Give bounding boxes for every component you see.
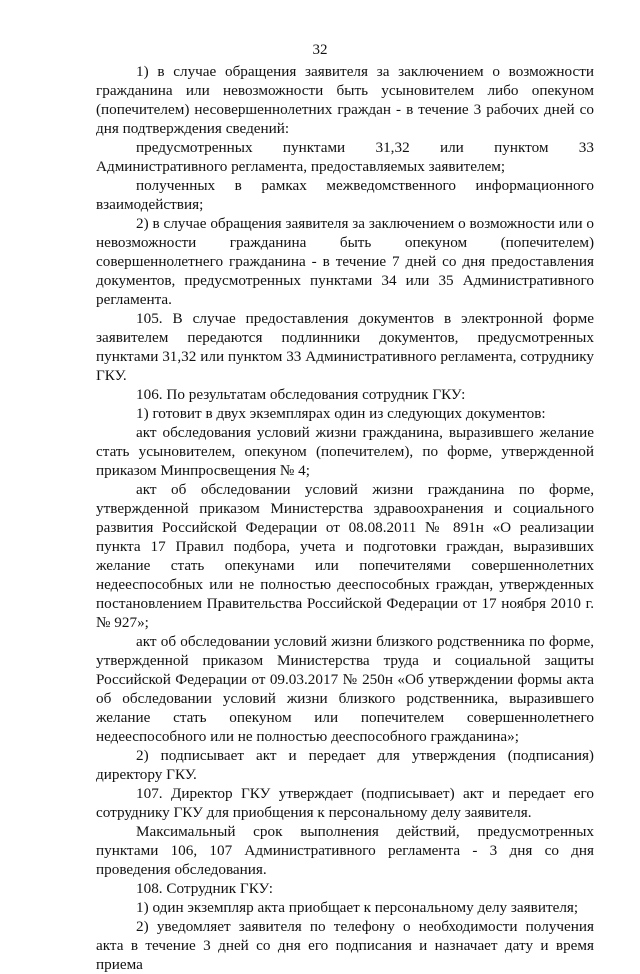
paragraph-9: акт об обследовании условий жизни гражданина по форме, утвержденной приказом Министерства здравоохранения и социального развития Российской Федерации от 08.08.2011 № 891н «О реализации пункта 17 Правил подбора, учета и подготовки граждан, выразивших желание стать опекунами или попечителями совершеннолетних недееспособных или не полностью дееспособных граждан, утвержденных постановлением Правительства Российской Федерации от 17 ноября 2010 г. № 927»;: [96, 481, 594, 631]
page-number: 32: [312, 42, 328, 58]
paragraph-2: предусмотренных пунктами 31,32 или пунктом 33 Административного регламента, предоставляемых заявителем;: [96, 139, 594, 175]
paragraph-7: 1) готовит в двух экземплярах один из следующих документов:: [136, 405, 546, 422]
paragraph-14: 108. Сотрудник ГКУ:: [136, 880, 273, 897]
paragraph-16: 2) уведомляет заявителя по телефону о необходимости получения акта в течение 3 дней со дня его подписания и назначает дату и время приема: [96, 918, 594, 973]
document-body: [96, 62, 594, 974]
paragraph-10: акт об обследовании условий жизни близкого родственника по форме, утвержденной приказом Министерства труда и социальной защиты Российской Федерации от 09.03.2017 № 250н «Об утверждении формы акта об обследовании условий жизни близкого родственника, выразившего желание стать опекуном или попечителем совершеннолетнего недееспособного или не полностью дееспособного гражданина»;: [96, 633, 594, 745]
paragraph-3: полученных в рамках межведомственного информационного взаимодействия;: [96, 177, 594, 213]
paragraph-15: 1) один экземпляр акта приобщает к персональному делу заявителя;: [136, 899, 579, 916]
paragraph-4: 2) в случае обращения заявителя за заключением о возможности или о невозможности гражданина быть опекуном (попечителем) совершеннолетнего гражданина - в течение 7 дней со дня предоставления документов, предусмотренных пунктами 34 или 35 Административного регламента.: [96, 215, 594, 308]
paragraph-1: 1) в случае обращения заявителя за заключением о возможности гражданина или невозможности быть усыновителем либо опекуном (попечителем) несовершеннолетних граждан - в течение 3 рабочих дней со дня подтверждения сведений:: [96, 63, 594, 137]
paragraph-13: Максимальный срок выполнения действий, предусмотренных пунктами 106, 107 Административного регламента - 3 дня со дня проведения обследования.: [96, 823, 594, 878]
paragraph-5: 105. В случае предоставления документов в электронной форме заявителем передаются подлинники документов, предусмотренных пунктами 31,32 или пунктом 33 Административного регламента, сотруднику ГКУ.: [96, 310, 594, 384]
paragraph-8: акт обследования условий жизни гражданина, выразившего желание стать усыновителем, опекуном (попечителем), по форме, утвержденной приказом Минпросвещения № 4;: [96, 424, 594, 479]
paragraph-11: 2) подписывает акт и передает для утверждения (подписания) директору ГКУ.: [96, 747, 594, 783]
paragraph-6: 106. По результатам обследования сотрудник ГКУ:: [136, 386, 466, 403]
paragraph-12: 107. Директор ГКУ утверждает (подписывает) акт и передает его сотруднику ГКУ для приобщения к персональному делу заявителя.: [96, 785, 594, 821]
